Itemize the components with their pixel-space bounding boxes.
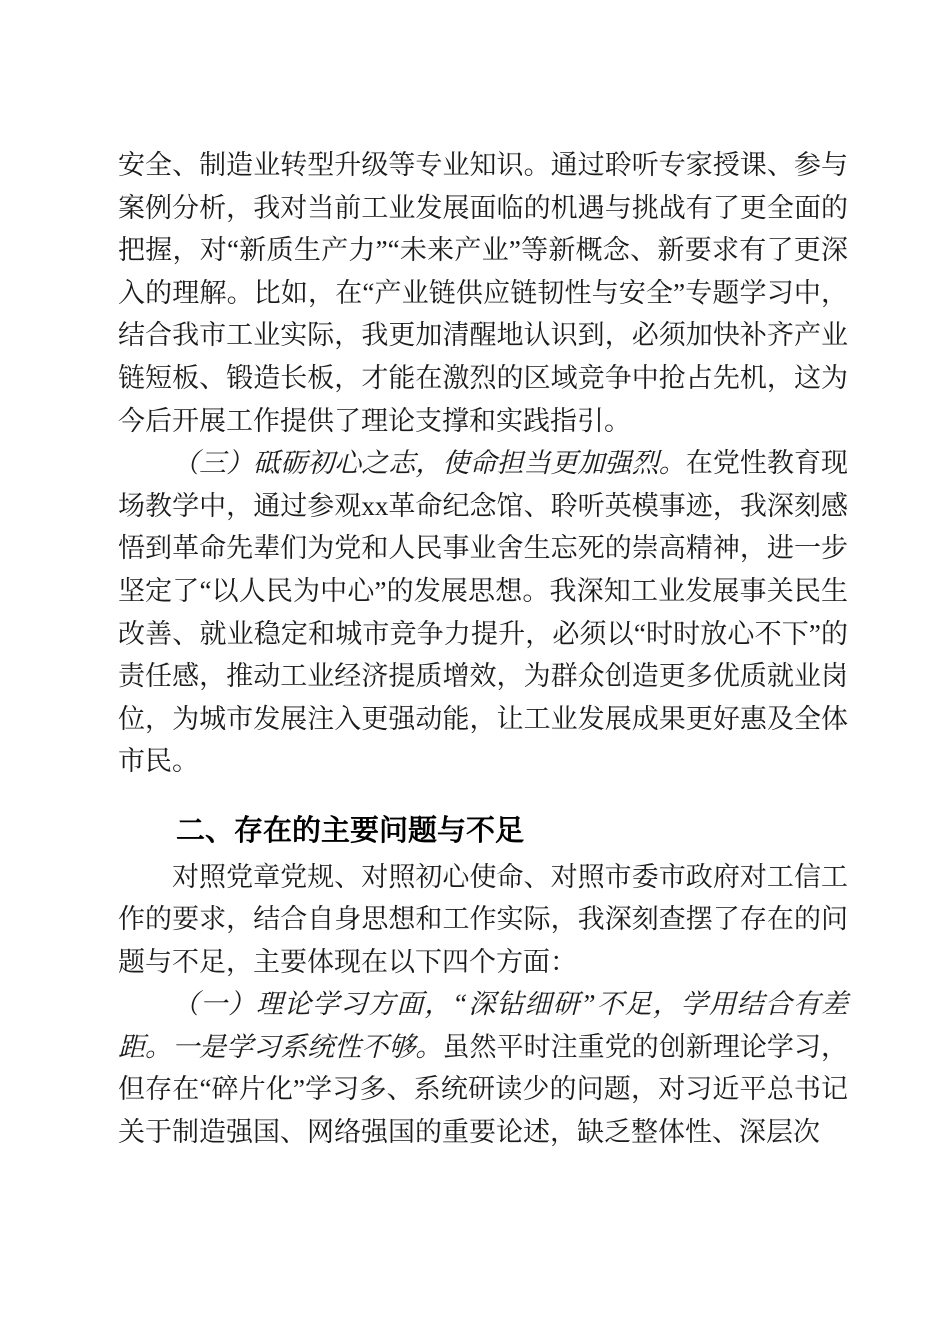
paragraph-text: 对照党章党规、对照初心使命、对照市委市政府对工信工作的要求，结合自身思想和工作实际，我深刻查摆了存在的问题与不足，主要体现在以下四个方面： [118,861,848,977]
paragraph-text: 虽然平时注重党的创新理论学习，但存在“碎片化”学习多、系统研读少的问题，对习近平总书记关于制造强国、网络强国的重要论述，缺乏整体性、深层次 [118,1031,849,1148]
paragraph-text: 安全、制造业转型升级等专业知识。通过聆听专家授课、参与案例分析，我对当前工业发展面临的机遇与挑战有了更全面的把握，对“新质生产力”“未来产业”等新概念、新要求有了更深入的理解。比如，在“产业链供应链韧性与安全”专题学习中，结合我市工业实际，我更加清醒地认识到，必须加快补齐产业链短板、锻造长板，才能在激烈的区域竞争中抢占先机，这为今后开展工作提供了理论支撑和实践指引。 [118,150,848,436]
section-heading: 二、存在的主要问题与不足 [176,814,525,847]
paragraph-self-inspection [118,856,848,984]
kaiti-lead-sentence: （一）理论学习方面，“深钻细研”不足，学用结合有差距。一是学习系统性不够。 [118,989,848,1062]
kaiti-lead-sentence: （三）砥砺初心之志，使命担当更加强烈。 [172,448,686,479]
paragraph-continuation [118,144,848,442]
paragraph-item-three [118,442,848,783]
paragraph-item-one [118,983,848,1153]
paragraph-text: 在党性教育现场教学中，通过参观xx革命纪念馆、聆听英模事迹，我深刻感悟到革命先辈们为党和人民事业舍生忘死的崇高精神，进一步坚定了“以人民为中心”的发展思想。我深知工业发展事关民生改善、就业稳定和城市竞争力提升，必须以“时时放心不下”的责任感，推动工业经济提质增效，为群众创造更多优质就业岗位，为城市发展注入更强动能，让工业发展成果更好惠及全体市民。 [118,448,849,777]
